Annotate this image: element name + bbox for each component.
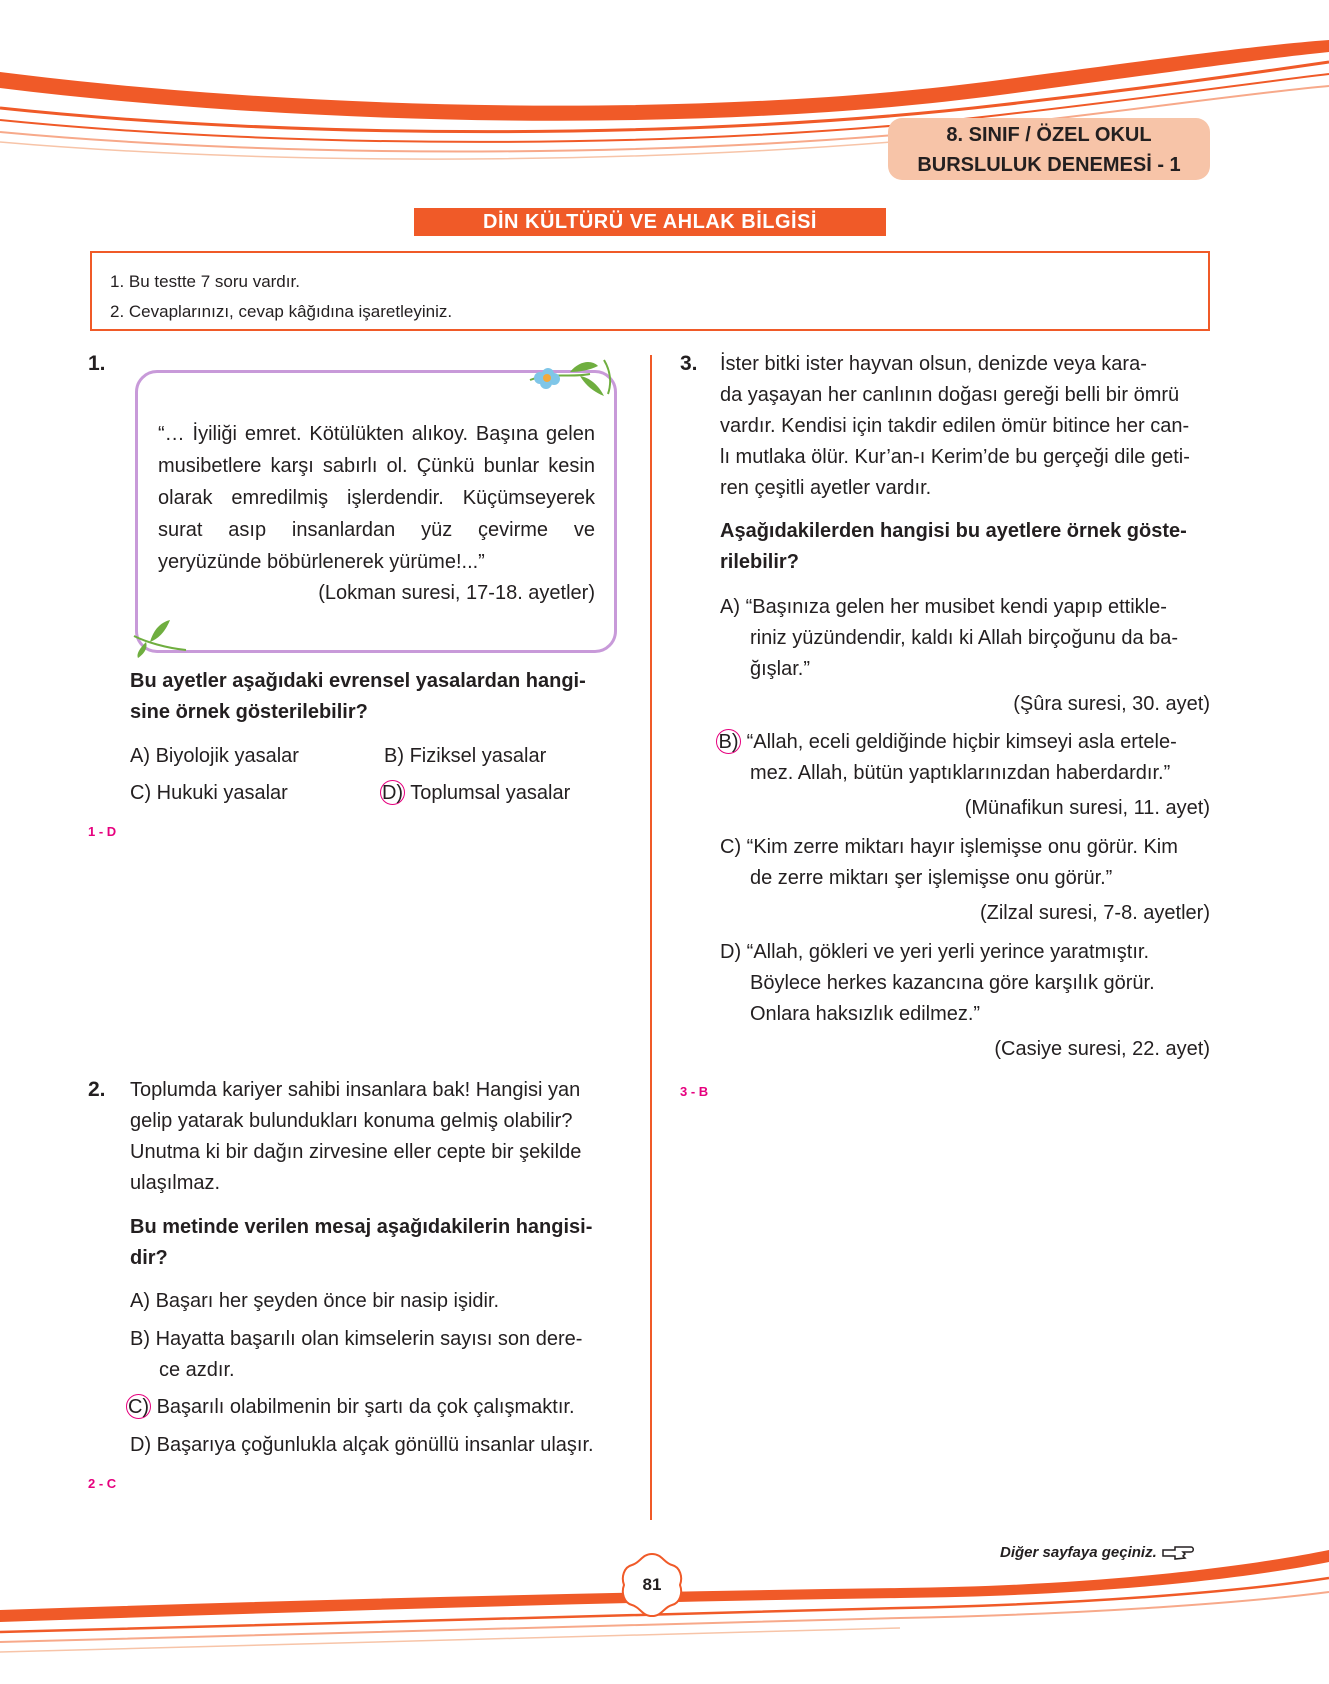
- option-letter: A): [130, 745, 150, 767]
- next-page-text: Diğer sayfaya geçiniz.: [1000, 1544, 1157, 1561]
- q2-option-c[interactable]: [127, 1392, 575, 1423]
- option-letter: C): [130, 782, 152, 804]
- verse-source: (Münafikun suresi, 11. ayet): [964, 797, 1210, 819]
- option-letter: B): [130, 1328, 150, 1350]
- answer-circle-mark: C): [127, 1396, 150, 1418]
- answer-key-1: 1 - D: [88, 824, 117, 839]
- option-text: “Başınıza gelen her musibet kendi yapıp ettikle-: [745, 596, 1167, 618]
- q3-option-b[interactable]: [720, 727, 1210, 824]
- verse-source: (Casiye suresi, 22. ayet): [994, 1038, 1210, 1060]
- text-line: ren çeşitli ayetler vardır.: [720, 477, 932, 499]
- question-2-number: 2.: [88, 1078, 106, 1101]
- exam-title-line2: BURSLULUK DENEMESİ - 1: [917, 154, 1181, 176]
- verse-source: (Zilzal suresi, 7-8. ayetler): [979, 902, 1210, 924]
- option-text: “Kim zerre miktarı hayır işlemişse onu görür. Kim: [746, 836, 1178, 858]
- q3-option-c[interactable]: [720, 832, 1210, 929]
- option-letter: B): [384, 745, 404, 767]
- option-text: Başarıya çoğunlukla alçak gönüllü insanlar ulaşır.: [156, 1434, 594, 1456]
- option-text-cont: Onlara haksızlık edilmez.”: [750, 1003, 981, 1025]
- option-text-cont: Böylece herkes kazancına göre karşılık görür.: [750, 972, 1155, 994]
- text-line: Toplumda kariyer sahibi insanlara bak! Hangisi yan: [130, 1079, 581, 1101]
- text-line: vardır. Kendisi için takdir edilen ömür bitince her can-: [720, 415, 1190, 437]
- answer-circle-mark: D): [381, 782, 404, 804]
- question-3-text: [720, 349, 1190, 504]
- q2-option-b[interactable]: [130, 1324, 582, 1386]
- question-1-prompt: [130, 666, 586, 728]
- verse-quote: “… İyiliği emret. Kötülükten alıkoy. Başına gelen musibetlere karşı sabırlı ol. Çünkü bunlar kesin olarak emredilmiş işlerdendir. Küçümseyerek surat asıp insanlardan yüz çevirme ve yeryüzünde böbürlenerek yürüme!...”: [158, 423, 595, 573]
- option-text: “Allah, gökleri ve yeri yerli yerince yaratmıştır.: [746, 941, 1150, 963]
- option-letter: A): [720, 596, 740, 618]
- prompt-line: dir?: [130, 1247, 168, 1269]
- q3-option-a[interactable]: [720, 592, 1210, 720]
- q1-option-a[interactable]: [130, 741, 299, 772]
- question-2-text: [130, 1075, 581, 1199]
- text-line: gelip yatarak bulundukları konuma gelmiş olabilir?: [130, 1110, 573, 1132]
- question-3-prompt: [720, 516, 1187, 578]
- instructions-box: [90, 251, 1210, 331]
- option-text-cont: ğışlar.”: [750, 658, 811, 680]
- q3-option-d[interactable]: [720, 937, 1210, 1065]
- q2-option-d[interactable]: [130, 1430, 594, 1461]
- prompt-line: Aşağıdakilerden hangisi bu ayetlere örnek göste-: [720, 520, 1187, 542]
- text-line: İster bitki ister hayvan olsun, denizde veya kara-: [720, 353, 1147, 375]
- question-2-prompt: [130, 1212, 592, 1274]
- text-line: ulaşılmaz.: [130, 1172, 221, 1194]
- page-number: 81: [642, 1575, 662, 1594]
- option-text: Fiziksel yasalar: [409, 745, 547, 767]
- option-text: Başarı her şeyden önce bir nasip işidir.: [155, 1290, 500, 1312]
- exam-title-badge: [888, 118, 1210, 180]
- text-line: da yaşayan her canlının doğası gereği belli bir ömrü: [720, 384, 1180, 406]
- option-letter: A): [130, 1290, 150, 1312]
- option-text: Biyolojik yasalar: [155, 745, 299, 767]
- question-1-number: 1.: [88, 352, 106, 375]
- q1-option-b[interactable]: [384, 741, 546, 772]
- leaf-icon: [126, 618, 196, 658]
- prompt-line: rilebilir?: [720, 551, 799, 573]
- instruction-item: 1. Bu testte 7 soru vardır.: [110, 272, 300, 291]
- answer-key-3: 3 - B: [680, 1084, 709, 1099]
- option-text-cont: riniz yüzündendir, kaldı ki Allah birçoğunu da ba-: [750, 627, 1179, 649]
- q1-option-d[interactable]: [381, 778, 571, 809]
- answer-key-2: 2 - C: [88, 1476, 117, 1491]
- column-divider: [650, 355, 652, 1520]
- verse-source: (Şûra suresi, 30. ayet): [1013, 693, 1210, 715]
- option-text-cont: mez. Allah, bütün yaptıklarınızdan haberdardır.”: [750, 762, 1171, 784]
- option-text-cont: de zerre miktarı şer işlemişse onu görür.”: [750, 867, 1113, 889]
- option-text: Toplumsal yasalar: [410, 782, 571, 804]
- option-text: Başarılı olabilmenin bir şartı da çok çalışmaktır.: [156, 1396, 575, 1418]
- instruction-item: 2. Cevaplarınızı, cevap kâğıdına işaretleyiniz.: [110, 302, 453, 321]
- q1-option-c[interactable]: [130, 778, 288, 809]
- flower-icon: [520, 352, 620, 402]
- option-text: “Allah, eceli geldiğinde hiçbir kimseyi asla ertele-: [746, 731, 1177, 753]
- option-letter: D): [720, 941, 742, 963]
- question-3-number: 3.: [680, 352, 698, 375]
- q2-option-a[interactable]: [130, 1286, 499, 1317]
- option-text: Hukuki yasalar: [156, 782, 288, 804]
- exam-title-line1: 8. SINIF / ÖZEL OKUL: [946, 124, 1152, 146]
- text-line: Unutma ki bir dağın zirvesine eller cepte bir şekilde: [130, 1141, 582, 1163]
- prompt-line: Bu metinde verilen mesaj aşağıdakilerin hangisi-: [130, 1216, 593, 1238]
- verse-source: (Lokman suresi, 17-18. ayetler): [318, 582, 595, 604]
- text-line: lı mutlaka ölür. Kur’an-ı Kerim’de bu gerçeği dile geti-: [720, 446, 1190, 468]
- option-letter: C): [720, 836, 742, 858]
- option-text: Hayatta başarılı olan kimselerin sayısı son dere-: [155, 1328, 583, 1350]
- answer-circle-mark: B): [716, 729, 741, 754]
- option-text-cont: ce azdır.: [159, 1359, 235, 1381]
- subject-banner: DİN KÜLTÜRÜ VE AHLAK BİLGİSİ: [414, 208, 886, 236]
- prompt-line: Bu ayetler aşağıdaki evrensel yasalardan hangi-: [130, 670, 586, 692]
- prompt-line: sine örnek gösterilebilir?: [130, 701, 368, 723]
- option-letter: D): [130, 1434, 152, 1456]
